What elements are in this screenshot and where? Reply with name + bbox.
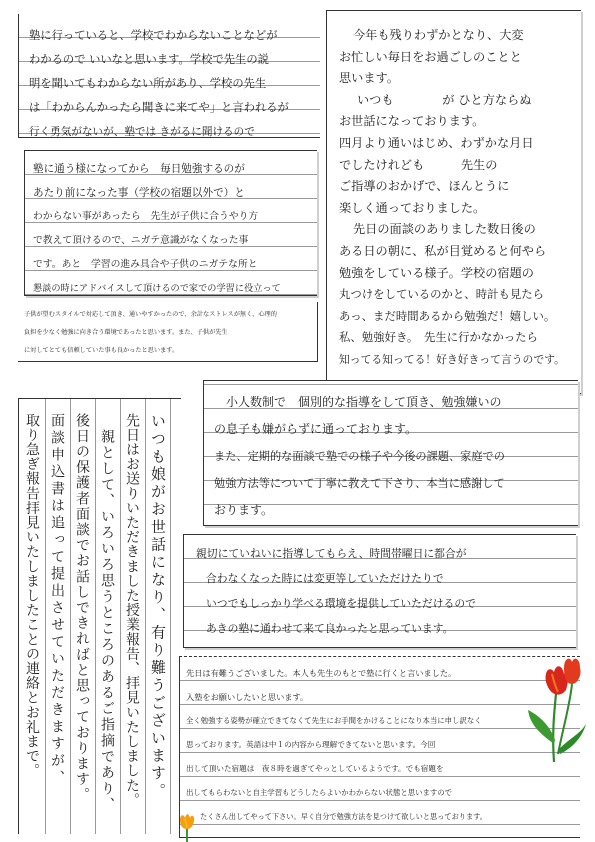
text-line: で教えて頂けるので、ニガテ意識がなくなった事 [33,235,249,246]
text-line: 四月より通いはじめ、わずかな月日 [339,135,534,150]
testimonial-text [186,661,576,829]
text-line: 知ってる知ってる！好き好きって言うのです。 [339,352,565,366]
text-line: あきの塾に通わせて来て良かったと思っています。 [206,622,454,635]
text-line: おります。 [214,503,274,517]
text-line: 明を聞いてもわからない所があり、学校の先生 [29,77,267,90]
text-line: 出してもらわないと自主学習もどうしたらよいかわからない状態と思いますので [186,788,453,797]
text-line: 合わなくなった時には変更等していただけたりで [206,572,444,585]
testimonial-card-2 [326,10,581,394]
tulip-flower [564,659,581,684]
text-line: いつも が ひと方ならぬ [357,92,532,107]
testimonial-text [24,306,313,360]
text-line: 行く勇気がないが、塾では きがるに聞けるので [29,126,255,138]
text-line: たくさん出してやって下さい。早く自分で勉強方法を見つけて欲しいと思っております。 [200,812,487,821]
text-line: ご指導のおかげで、ほんとうに [339,179,510,194]
text-line: 先日は有難うございました。本人も先生のもとで塾に行くと言いました。 [186,668,457,678]
text-line: 全く勉強する姿勢が確立できてなくて先生にお手間をかけることになり本当に申し訳なく [186,716,482,725]
text-column: 先日はお送りいただきました授業報告、拝見いたしました。 [124,413,140,808]
text-line: 出して頂いた宿題は 夜８時を過ぎてやっとしているようです。でも宿題を [186,764,444,773]
text-line: 懇談の時にアドバイスして頂けるので家での学習に役立って [33,283,281,294]
text-line: 先日の面談のありました数日後の [353,222,536,237]
text-line: 楽しく通っておりました。 [339,200,486,215]
text-line: は「わからんかったら聞きに来てや」と言われるが [29,101,289,114]
text-column: 親として、いろいろ思うところのあるご指摘であり、 [99,429,115,813]
text-line: 塾に通う様になってから 毎日勉強するのが [33,163,245,175]
text-line: でしたけれども 先生の [339,157,498,172]
text-line: お忙しい毎日をお過ごしのことと [339,49,522,64]
text-line: 親切にていねいに指導してもらえ、時間帯曜日に都合が [196,547,467,560]
text-line: また、定期的な面談で塾での様子や今後の課題、家庭での [214,450,505,463]
testimonial-card-1 [18,14,320,138]
text-line: お世話になっております。 [339,114,485,129]
testimonial-card-7 [183,534,576,648]
text-line: 私、勉強好き。 先生に行かなかったら [339,330,538,345]
text-line: 子供が望むスタイルで対応して頂き、通いやすかったので、余計なストレスが無く、心理的 [24,311,277,318]
text-line: 思います。 [339,71,399,86]
text-line: 塾に行っていると、学校でわからないことなどが [29,29,278,42]
text-line: 今年も残りわずかとなり、大変 [353,28,524,42]
text-line: 勉強方法等について丁寧に教えて下さり、本当に感謝して [214,477,505,490]
text-line: です。あと 学習の進み具合や子供のニガテな所と [33,259,258,270]
testimonial-text [339,25,577,371]
text-column: 後日の保護者面談でお話しできればと思っております。 [74,413,90,803]
testimonial-card-6 [203,380,578,526]
text-line: あっ、まだ時間あるから勉強だ！嬉しい。 [339,308,556,323]
text-column: いつも娘がお世話になり、有り難うございます。 [149,413,167,801]
text-line: 入塾をお願いしたいと思います。 [186,692,309,702]
testimonial-text [214,389,574,524]
text-line: 丸つけをしているのかと、時計も見たら [339,287,545,302]
text-line: 負担を少なく勉強に向き合う環境であったと思います。また、子供が先生 [24,329,228,336]
tulip-leaf [528,710,555,744]
text-line: わかるので いいなと思います。学校で先生の説 [29,53,269,66]
testimonial-card-4 [18,302,318,362]
text-line: 小人数制で 個別的な指導をして頂き、勉強嫌いの [226,395,502,409]
text-column: 取り急ぎ報告拝見いたしましたことの連絡とお礼まで。 [24,413,40,778]
tulip-illustration [524,654,588,764]
text-line: わからない事があったら 先生が子供に合うやり方 [33,211,259,222]
testimonial-text [29,24,314,138]
text-line: 思っております。英語は中１の内容から理解できてないと思います。今回 [186,740,436,749]
text-column: 面談申込書は追って提出させていただきますが、 [49,413,65,787]
text-line: 勉強をしている様子。学校の宿題の [339,265,534,280]
text-line: いつでもしっかり学べる環境を提供していただけるので [206,597,476,610]
tulip-small-illustration [176,812,198,842]
text-line: の息子も嫌がらずに通っております。 [214,422,418,436]
testimonial-card-5 [18,398,181,834]
text-line: に対してとても信頼していた事も良かったと思います。 [24,347,179,354]
tulip-leaf [558,724,586,754]
text-line: ある日の朝に、私が目覚めると何やら [339,243,547,258]
testimonial-card-8 [179,656,580,838]
testimonial-card-3 [24,150,317,296]
text-line: あたり前になった事（学校の宿題以外で）と [33,187,245,199]
tulip-stem [553,694,556,762]
testimonial-text [196,541,572,641]
testimonial-text [33,157,313,296]
